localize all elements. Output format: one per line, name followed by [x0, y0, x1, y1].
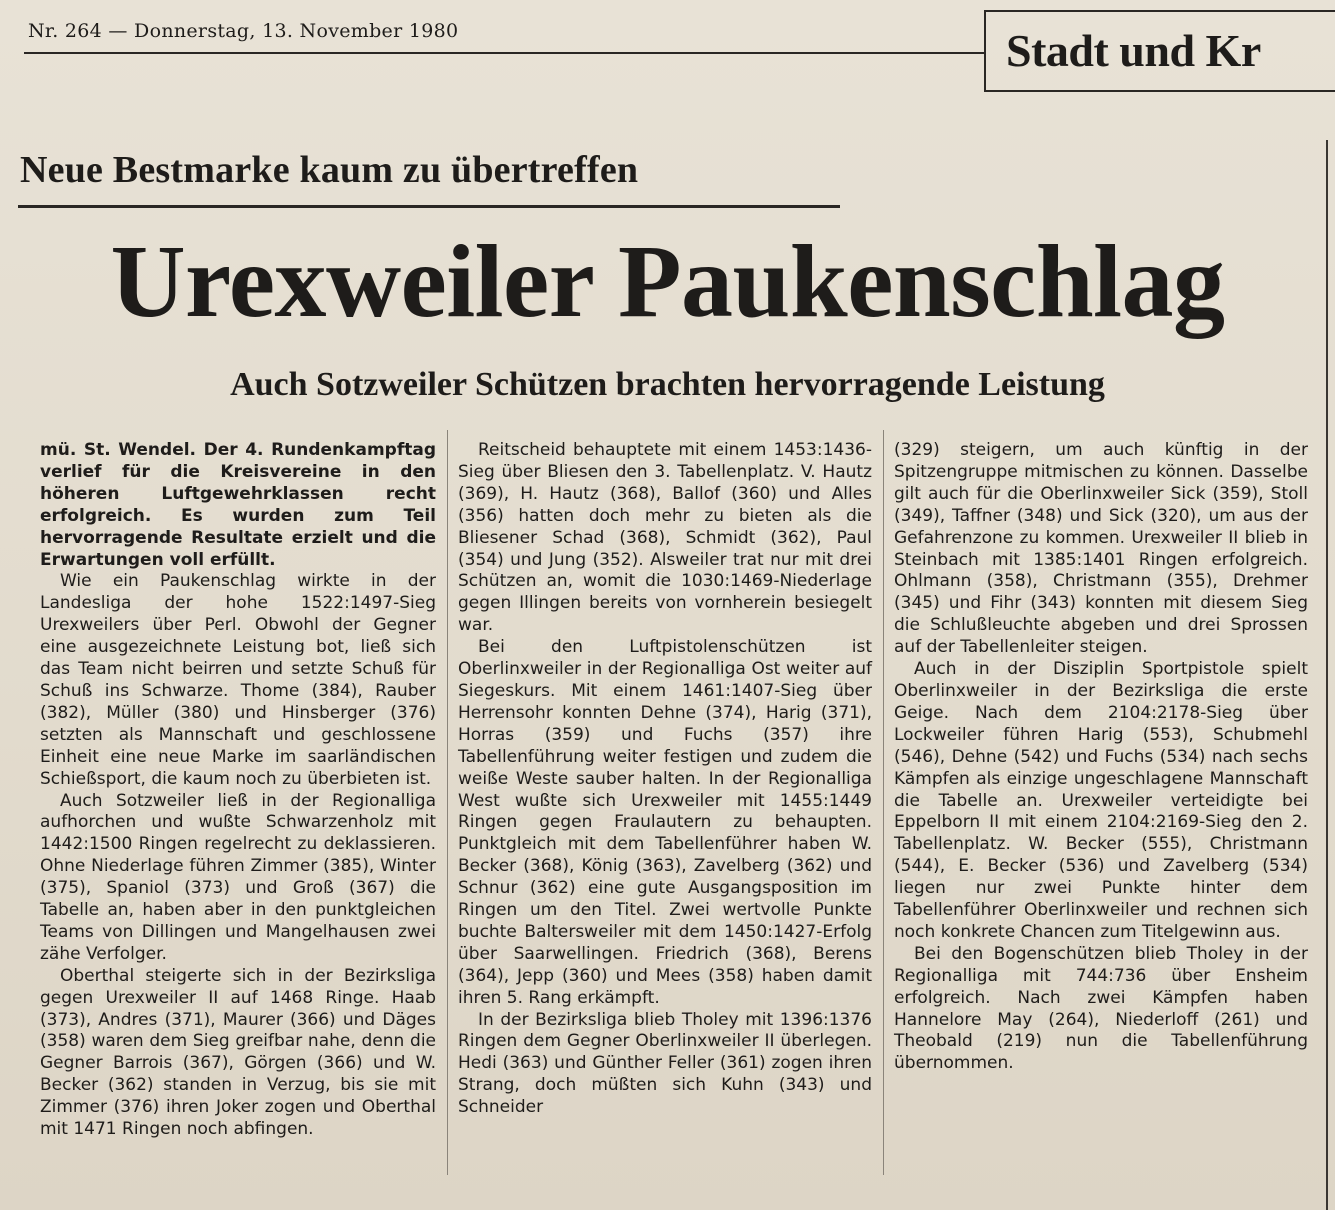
column-divider: [447, 430, 448, 1175]
lead-paragraph: mü. St. Wendel. Der 4. Rundenkampftag verlief für die Kreisvereine in den höheren Luftgewehrklassen recht erfolgreich. Es wurden zum Teil hervorragende Resultate erzielt und die Erwartungen voll erfüllt.: [40, 440, 436, 570]
clipping-edge: [1326, 140, 1328, 1210]
paragraph: (329) steigern, um auch künftig in der Spitzengruppe mitmischen zu können. Dasselbe gilt auch für die Oberlinxweiler Sick (359), Stoll (349), Taffner (348) und Sick (320), um aus der Gefahrenzone zu kommen. Urexweiler II blieb in Steinbach mit 1385:1401 Ringen erfolgreich. Ohlmann (358), Christmann (355), Drehmer (345) und Fihr (343) konnten mit diesem Sieg die Schlußleuchte abgeben und drei Sprossen auf der Tabellenleiter steigen.: [894, 440, 1308, 658]
masthead-rule: [24, 52, 986, 54]
section-box: [984, 10, 1335, 92]
subheadline: Auch Sotzweiler Schützen brachten hervorragende Leistung: [230, 366, 1105, 403]
paragraph: Auch in der Disziplin Sportpistole spielt Oberlinxweiler in der Bezirksliga die erste Geige. Nach dem 2104:2178-Sieg über Lockweiler führen Harig (553), Schubmehl (546), Dehne (542) und Fuchs (534) nach sechs Kämpfen als einzige ungeschlagene Mannschaft die Tabelle an. Urexweiler verteidigte bei Eppelborn II mit einem 2104:2169-Sieg den 2. Tabellenplatz. W. Becker (555), Christmann (544), E. Becker (536) und Zavelberg (534) liegen nur zwei Punkte hinter dem Tabellenführer Oberlinxweiler und rechnen sich noch konkrete Chancen zum Titelgewinn aus.: [894, 659, 1308, 942]
article-column-2: [458, 440, 872, 1200]
paragraph: Oberthal steigerte sich in der Bezirksliga gegen Urexweiler II auf 1468 Ringe. Haab (373), Andres (371), Maurer (366) und Däges (358) waren dem Sieg greifbar nahe, denn die Gegner Barrois (367), Görgen (366) und W. Becker (362) standen in Verzug, bis sie mit Zimmer (376) ihren Joker zogen und Oberthal mit 1471 Ringen noch abfingen.: [40, 965, 436, 1140]
paragraph: Reitscheid behauptete mit einem 1453:1436-Sieg über Bliesen den 3. Tabellenplatz. V. Hautz (369), H. Hautz (368), Ballof (360) und Alles (356) hatten doch mehr zu bieten als die Bliesener Schad (368), Schmidt (362), Paul (354) und Jung (352). Alsweiler trat nur mit drei Schützen an, womit die 1030:1469-Niederlage gegen Illingen bereits von vornherein besiegelt war.: [458, 440, 872, 636]
column-divider: [883, 430, 884, 1175]
kicker-underline: [18, 205, 840, 208]
main-headline: Urexweiler Paukenschlag: [110, 224, 1225, 339]
paragraph: Wie ein Paukenschlag wirkte in der Landesliga der hohe 1522:1497-Sieg Urexweilers über Perl. Obwohl der Gegner eine ausgezeichnete Leistung bot, ließ sich das Team nicht beirren und setzte Schuß für Schuß ins Schwarze. Thome (384), Rauber (382), Müller (380) und Hinsberger (376) setzten als Mannschaft und geschlossene Einheit eine neue Marke im saarländischen Schießsport, die kaum noch zu überbieten ist.: [40, 571, 436, 789]
article-column-1: [40, 440, 436, 1200]
paragraph: In der Bezirksliga blieb Tholey mit 1396:1376 Ringen dem Gegner Oberlinxweiler II überlegen. Hedi (363) und Günther Feller (361) zogen ihren Strang, doch müßten sich Kuhn (343) und Schneider: [458, 1009, 872, 1118]
section-title: Stadt und Kr: [1006, 25, 1261, 76]
paragraph: Bei den Bogenschützen blieb Tholey in der Regionalliga mit 744:736 über Ensheim erfolgreich. Nach zwei Kämpfen haben Hannelore May (264), Niederloff (261) und Theobald (219) nun die Tabellenführung übernommen.: [894, 943, 1308, 1074]
paragraph: Bei den Luftpistolenschützen ist Oberlinxweiler in der Regionalliga Ost weiter auf Siegeskurs. Mit einem 1461:1407-Sieg über Herrensohr konnten Dehne (374), Harig (371), Horras (359) und Fuchs (357) ihre Tabellenführung weiter festigen und zudem die weiße Weste sauber halten. In der Regionalliga West wußte sich Urexweiler mit 1455:1449 Ringen gegen Fraulautern zu behaupten. Punktgleich mit dem Tabellenführer haben W. Becker (368), König (363), Zavelberg (362) und Schnur (362) eine gute Ausgangsposition im Ringen um den Titel. Zwei wertvolle Punkte buchte Baltersweiler mit dem 1450:1427-Erfolg über Saarwellingen. Friedrich (368), Berens (364), Jepp (360) und Mees (358) haben damit ihren 5. Rang erkämpft.: [458, 637, 872, 1008]
issue-line: Nr. 264 — Donnerstag, 13. November 1980: [28, 20, 459, 42]
article-column-3: [894, 440, 1308, 1200]
kicker-headline: Neue Bestmarke kaum zu übertreffen: [20, 149, 639, 191]
paragraph: Auch Sotzweiler ließ in der Regionalliga aufhorchen und wußte Schwarzenholz mit 1442:1500 Ringen regelrecht zu deklassieren. Ohne Niederlage führen Zimmer (385), Winter (375), Spaniol (373) und Groß (367) die Tabelle an, haben aber in den punktgleichen Teams von Dillingen und Mangelhausen zwei zähe Verfolger.: [40, 790, 436, 964]
